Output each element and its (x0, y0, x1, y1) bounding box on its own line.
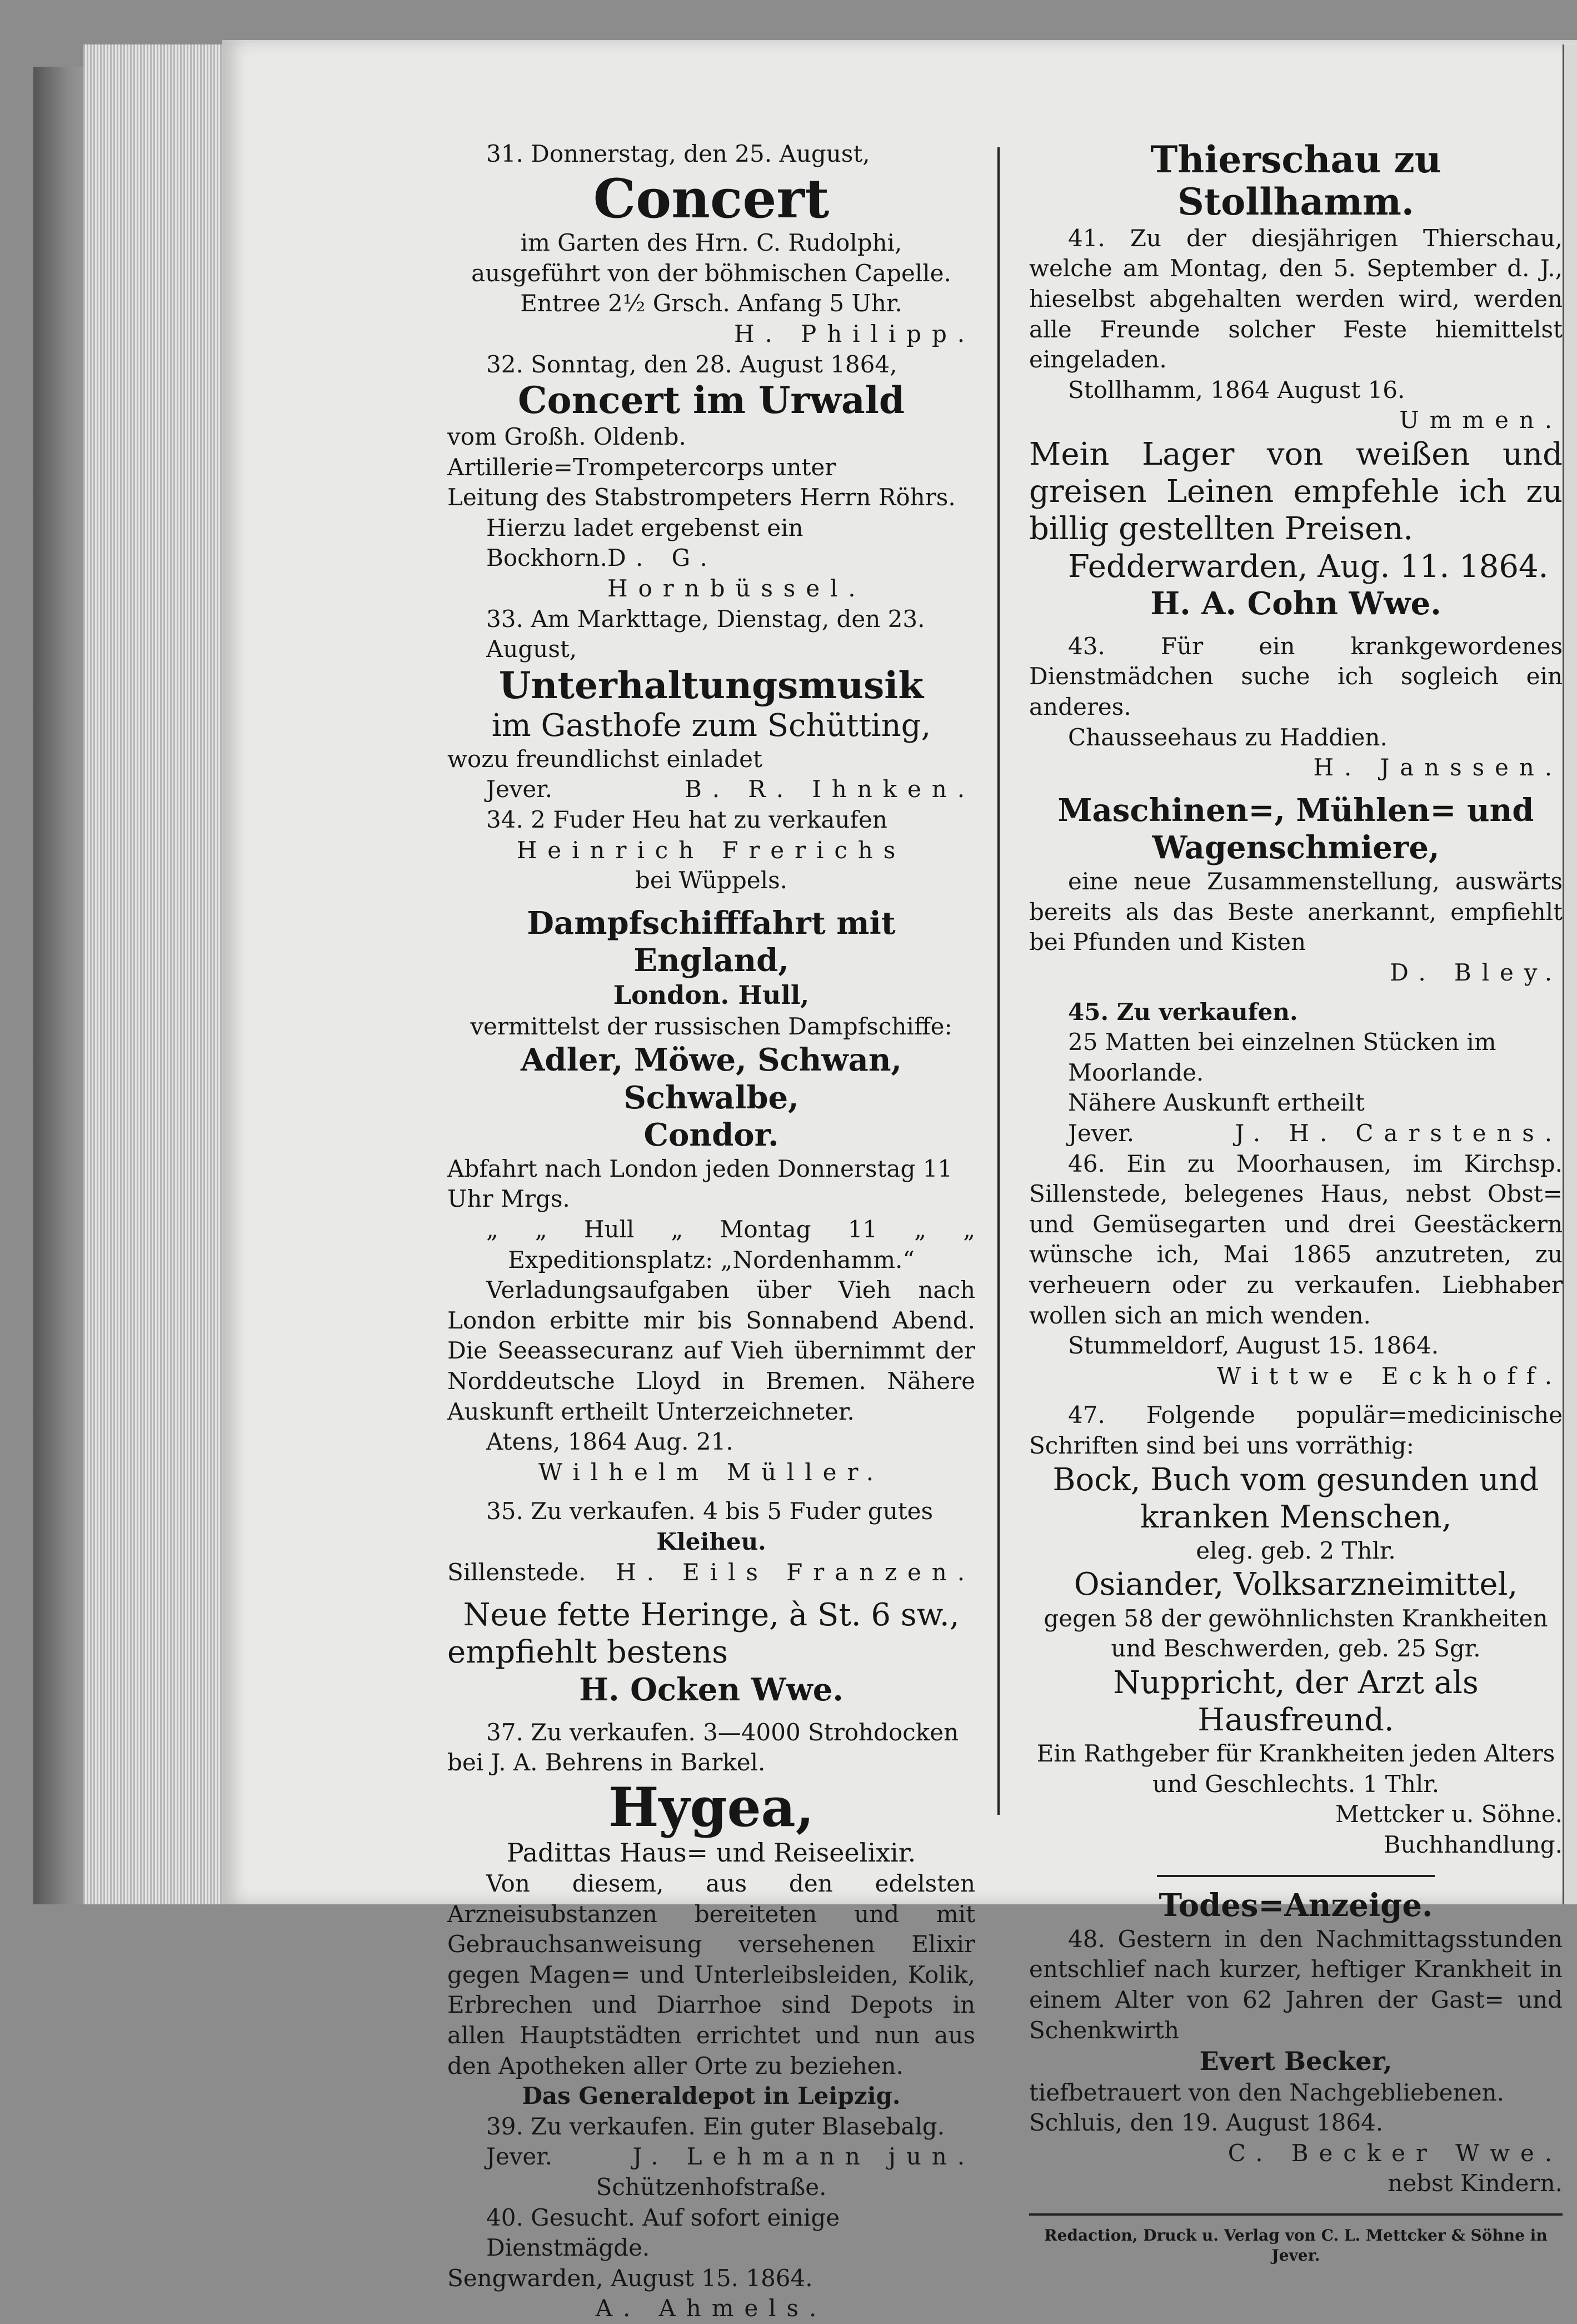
next-page-edge (1563, 44, 1577, 1904)
notice-signature: J. H. Carstens. (1235, 1119, 1563, 1147)
notice-34 (447, 805, 975, 896)
notice-text: im Garten des Hrn. C. Rudolphi, (520, 229, 902, 257)
notice-text: vermittelst der russischen Dampfschiffe: (470, 1012, 952, 1040)
notice-paragraph: eine neue Zusammenstellung, auswärts bereits als das Beste anerkannt, empfiehlt bei Pfunden und Kisten (1029, 868, 1563, 956)
section-rule (1157, 1875, 1434, 1877)
notice-subtitle: London. Hull, (613, 980, 810, 1011)
notice-text: Entree 2½ Grsch. Anfang 5 Uhr. (520, 290, 902, 317)
notice-text: Hierzu ladet ergebenst ein (486, 514, 804, 541)
notice-signature: Wittwe Eckhoff. (1216, 1362, 1563, 1390)
book-title: Nuppricht, der Arzt als Hausfreund. (1113, 1664, 1479, 1739)
book-price: Ein Rathgeber für Krankheiten jeden Alters und Geschlechts. 1 Thlr. (1036, 1740, 1555, 1798)
notice-39 (447, 2112, 975, 2203)
schedule-port: Hull (583, 1216, 635, 1243)
notice-text: Nähere Auskunft ertheilt (1068, 1089, 1365, 1117)
herring-notice (447, 1596, 975, 1709)
book-title: Osiander, Volksarzneimittel, (1074, 1566, 1518, 1603)
ditto-mark: „ (963, 1216, 975, 1243)
notice-signature: D. G. Hornbüssel. (607, 544, 866, 603)
notice-text: empfiehlt bestens (447, 1634, 728, 1671)
notice-place: Chausseehaus zu Haddien. (1068, 723, 1388, 751)
death-notice (1029, 1887, 1563, 2199)
notice-paragraph: 41. Zu der diesjährigen Thierschau, welche am Montag, den 5. September d. J., hieselbst abgehalten werden wird, werden alle Freunde solcher Feste hiemittelst eingeladen. (1029, 224, 1563, 374)
ditto-mark: „ (535, 1216, 547, 1243)
notice-text: 25 Matten bei einzelnen Stücken im Moorlande. (1068, 1028, 1496, 1086)
notice-paragraph: 43. Für ein krankgewordenes Dienstmädchen suche ich sogleich ein anderes. (1029, 632, 1563, 721)
notice-place: Jever. (486, 775, 553, 803)
book-spine (33, 67, 89, 1904)
notice-45 (1029, 997, 1563, 1149)
notice-text: Expeditionsplatz: „Nordenhamm.“ (508, 1246, 915, 1273)
notice-line: 35. Zu verkaufen. 4 bis 5 Fuder gutes (486, 1497, 934, 1525)
imprint-rule (1029, 2213, 1563, 2216)
hygea-notice (447, 1775, 975, 2112)
notice-37 (447, 1718, 975, 1778)
notice-signature: H. A. Cohn Wwe. (1150, 585, 1441, 622)
notice-text: ausgeführt von der böhmischen Capelle. (471, 259, 951, 287)
notice-signature: B. R. Ihnken. (685, 775, 975, 803)
notice-subtitle: im Gasthofe zum Schütting, (491, 707, 931, 744)
notice-signature: Buchhandlung. (1383, 1831, 1563, 1858)
notice-text: bei Wüppels. (635, 867, 787, 894)
notice-signature: H. Ocken Wwe. (579, 1671, 844, 1708)
notice-signature: A. Ahmels. (595, 2295, 827, 2322)
notice-signature: Heinrich Frerichs (516, 836, 906, 864)
notice-line: 32. Sonntag, den 28. August 1864, (486, 350, 897, 378)
notice-footer (1029, 1118, 1563, 1149)
notice-signature: Mettcker u. Söhne. (1335, 1800, 1563, 1828)
book-title: Bock, Buch vom gesunden und kranken Menschen, (1052, 1461, 1539, 1535)
notice-46 (1029, 1149, 1563, 1392)
notice-date: Schluis, den 19. August 1864. (1029, 2109, 1384, 2137)
notice-title: Concert (593, 167, 830, 230)
book-price: eleg. geb. 2 Thlr. (1196, 1536, 1396, 1564)
notice-place: Jever. (1068, 1119, 1135, 1147)
schedule-line (447, 1215, 975, 1245)
notice-footer (447, 774, 975, 805)
notice-footer (447, 543, 975, 604)
schedule-hour: 11 (847, 1216, 878, 1243)
notice-32 (447, 350, 975, 604)
notice-text: Leitung des Stabstrompeters Herrn Röhrs. (447, 484, 956, 511)
notice-line: 37. Zu verkaufen. 3—4000 Strohdocken (486, 1718, 959, 1746)
notice-signature: J. Lehmann jun. (632, 2143, 975, 2171)
steamship-notice (447, 905, 975, 1488)
notice-paragraph: 46. Ein zu Moorhausen, im Kirchsp. Sillenstede, belegenes Haus, nebst Obst= und Gemüsegarten und drei Geestäckern wünsche ich, Mai 1865 anzutreten, zu verheuern oder zu verkaufen. Liebhaber wollen sich an mich wenden. (1029, 1149, 1563, 1329)
ditto-mark: „ (486, 1216, 498, 1243)
notice-subtitle: Padittas Haus= und Reiseelixir. (506, 1837, 916, 1868)
notice-signature: H. Philipp. (734, 320, 975, 347)
notice-text: Kleiheu. (656, 1528, 766, 1555)
ship-names: Condor. (643, 1116, 779, 1153)
notice-date: Atens, 1864 Aug. 21. (486, 1428, 733, 1456)
notice-footer (447, 1557, 975, 1588)
notice-date: Stollhamm, 1864 August 16. (1068, 376, 1405, 404)
notice-31 (447, 139, 975, 350)
notice-paragraph: Verladungsaufgaben über Vieh nach London erbitte mir bis Sonnabend Abend. Die Seeassecuranz auf Vieh übernimmt der Norddeutsche Lloyd in Bremen. Nähere Auskunft ertheilt Unterzeichneter. (447, 1276, 975, 1425)
notice-paragraph: Von diesem, aus den edelsten Arzneisubstanzen bereiteten und mit Gebrauchsanweisung versehenen Elixir gegen Magen= und Unterleibsleiden, Kolik, Erbrechen und Diarrhoe sind Depots in allen Hauptstädten errichtet und nun aus den Apotheken aller Orte zu beziehen. (447, 1870, 975, 2079)
notice-title: Hygea, (608, 1775, 815, 1839)
book-page-edges (83, 44, 222, 1904)
notice-title: Neue fette Heringe, à St. 6 sw., (463, 1597, 960, 1634)
book-price: gegen 58 der gewöhnlichsten Krankheiten und Beschwerden, geb. 25 Sgr. (1044, 1604, 1548, 1663)
notice-47 (1029, 1400, 1563, 1860)
notice-date: Stummeldorf, August 15. 1864. (1068, 1332, 1439, 1360)
printer-imprint: Redaction, Druck u. Verlag von C. L. Mettcker & Söhne in Jever. (1044, 2226, 1548, 2265)
notice-place: Bockhorn. (486, 544, 607, 572)
notice-title: Todes=Anzeige. (1159, 1887, 1433, 1924)
notice-text: Schützenhofstraße. (596, 2173, 827, 2201)
grease-notice (1029, 792, 1563, 988)
notice-signature: nebst Kindern. (1388, 2169, 1563, 2197)
notice-text: tiefbetrauert von den Nachgebliebenen. (1029, 2078, 1504, 2106)
notice-line: 40. Gesucht. Auf sofort einige Dienstmägde. (486, 2203, 840, 2262)
column-divider (997, 147, 1000, 1815)
notice-signature: H. Janssen. (1313, 754, 1563, 782)
notice-40 (447, 2203, 975, 2324)
ship-names: Adler, Möwe, Schwan, Schwalbe, (520, 1042, 902, 1116)
schedule-day: Montag (720, 1216, 811, 1243)
notice-line: 31. Donnerstag, den 25. August, (486, 140, 870, 167)
notice-title: Unterhaltungsmusik (498, 663, 924, 707)
notice-text: vom Großh. Oldenb. Artillerie=Trompetercorps unter (447, 423, 836, 481)
notice-line: 34. 2 Fuder Heu hat zu verkaufen (486, 806, 887, 834)
notice-text: bei J. A. Behrens in Barkel. (447, 1749, 766, 1776)
left-column (447, 139, 975, 2324)
notice-signature: Das Generaldepot in Leipzig. (522, 2082, 901, 2110)
notice-line: 39. Zu verkaufen. Ein guter Blasebalg. (486, 2112, 945, 2140)
notice-41 (1029, 139, 1563, 436)
notice-place: Jever. (486, 2143, 553, 2171)
notice-date: Sengwarden, August 15. 1864. (447, 2264, 813, 2292)
linen-notice (1029, 436, 1563, 623)
notice-title: Dampfschifffahrt mit England, (527, 904, 896, 979)
notice-title: Mein Lager von weißen und greisen Leinen empfehle ich zu billig gestellten Preisen. (1029, 436, 1563, 548)
deceased-name: Evert Becker, (1199, 2046, 1393, 2077)
notice-signature: D. Bley. (1390, 959, 1563, 986)
notice-signature: Ummen. (1399, 406, 1563, 434)
notice-43 (1029, 631, 1563, 783)
notice-title: Concert im Urwald (518, 379, 905, 422)
notice-title: Thierschau zu Stollhamm. (1150, 138, 1441, 223)
notice-paragraph: 47. Folgende populär=medicinische Schriften sind bei uns vorräthig: (1029, 1401, 1563, 1459)
notice-signature: H. Eils Franzen. (616, 1558, 975, 1586)
notice-text: wozu freundlichst einladet (447, 745, 762, 773)
notice-line: 45. Zu verkaufen. (1068, 998, 1298, 1026)
schedule-line: Abfahrt nach London jeden Donnerstag 11 Uhr Mrgs. (447, 1154, 953, 1213)
notice-signature: Wilhelm Müller. (538, 1458, 884, 1486)
notice-date: Fedderwarden, Aug. 11. 1864. (1068, 548, 1549, 585)
ditto-mark: „ (671, 1216, 683, 1243)
notice-signature: C. Becker Wwe. (1227, 2139, 1563, 2167)
notice-33 (447, 604, 975, 805)
notice-paragraph: 48. Gestern in den Nachmittagsstunden entschlief nach kurzer, heftiger Krankheit in einem Alter von 62 Jahren der Gast= und Schenkwirth (1029, 1925, 1563, 2044)
notice-line: 33. Am Markttage, Dienstag, den 23. August, (486, 605, 925, 663)
notice-footer (447, 2142, 975, 2172)
right-column (1029, 139, 1563, 2266)
notice-title: Maschinen=, Mühlen= und Wagenschmiere, (1057, 792, 1534, 867)
notice-35 (447, 1496, 975, 1588)
ditto-mark: „ (914, 1216, 927, 1243)
notice-place: Sillenstede. (447, 1558, 586, 1586)
